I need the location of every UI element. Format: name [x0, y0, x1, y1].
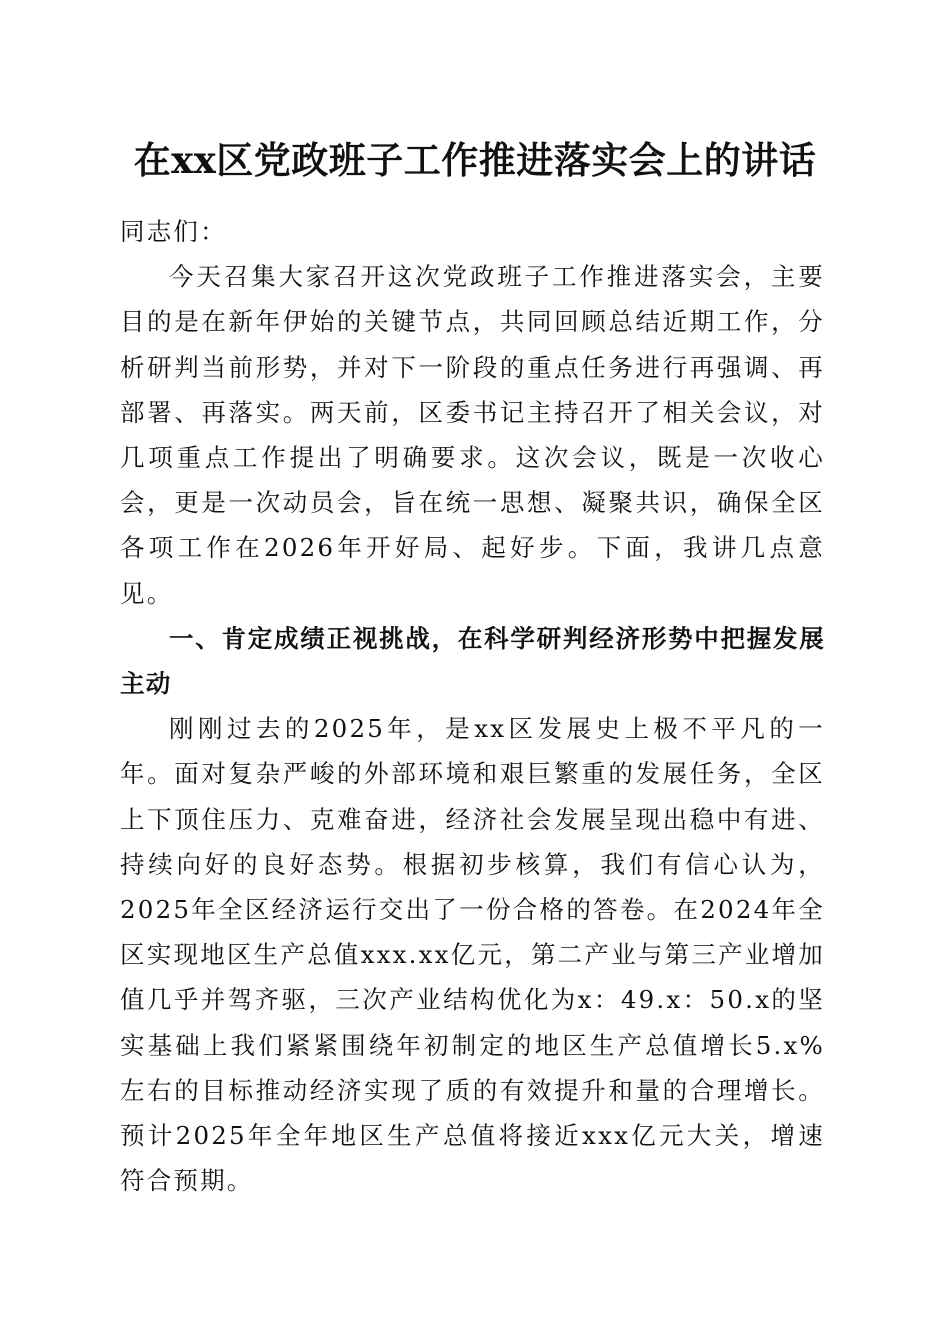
document-title: 在xx区党政班子工作推进落实会上的讲话 [133, 138, 817, 182]
section-heading-1: 一、肯定成绩正视挑战，在科学研判经济形势中把握发展主动 [120, 623, 825, 699]
salutation: 同志们： [120, 217, 227, 246]
paragraph-opening: 今天召集大家召开这次党政班子工作推进落实会，主要目的是在新年伊始的关键节点，共同回顾总结近期工作，分析研判当前形势，并对下一阶段的重点任务进行再强调、再部署、再落实。两天前，区委书记主持召开了相关会议，对几项重点工作提出了明确要求。这次会议，既是一次收心会，更是一次动员会，旨在统一思想、凝聚共识，确保全区各项工作在2026年开好局、起好步。下面，我讲几点意见。 [120, 262, 825, 608]
document-body [120, 209, 825, 1203]
paragraph-section-1: 刚刚过去的2025年，是xx区发展史上极不平凡的一年。面对复杂严峻的外部环境和艰巨繁重的发展任务，全区上下顶住压力、克难奋进，经济社会发展呈现出稳中有进、持续向好的良好态势。根据初步核算，我们有信心认为，2025年全区经济运行交出了一份合格的答卷。在2024年全区实现地区生产总值xxx.xx亿元，第二产业与第三产业增加值几乎并驾齐驱，三次产业结构优化为x：49.x：50.x的坚实基础上我们紧紧围绕年初制定的地区生产总值增长5.x%左右的目标推动经济实现了质的有效提升和量的合理增长。预计2025年全年地区生产总值将接近xxx亿元大关，增速符合预期。 [120, 714, 825, 1196]
